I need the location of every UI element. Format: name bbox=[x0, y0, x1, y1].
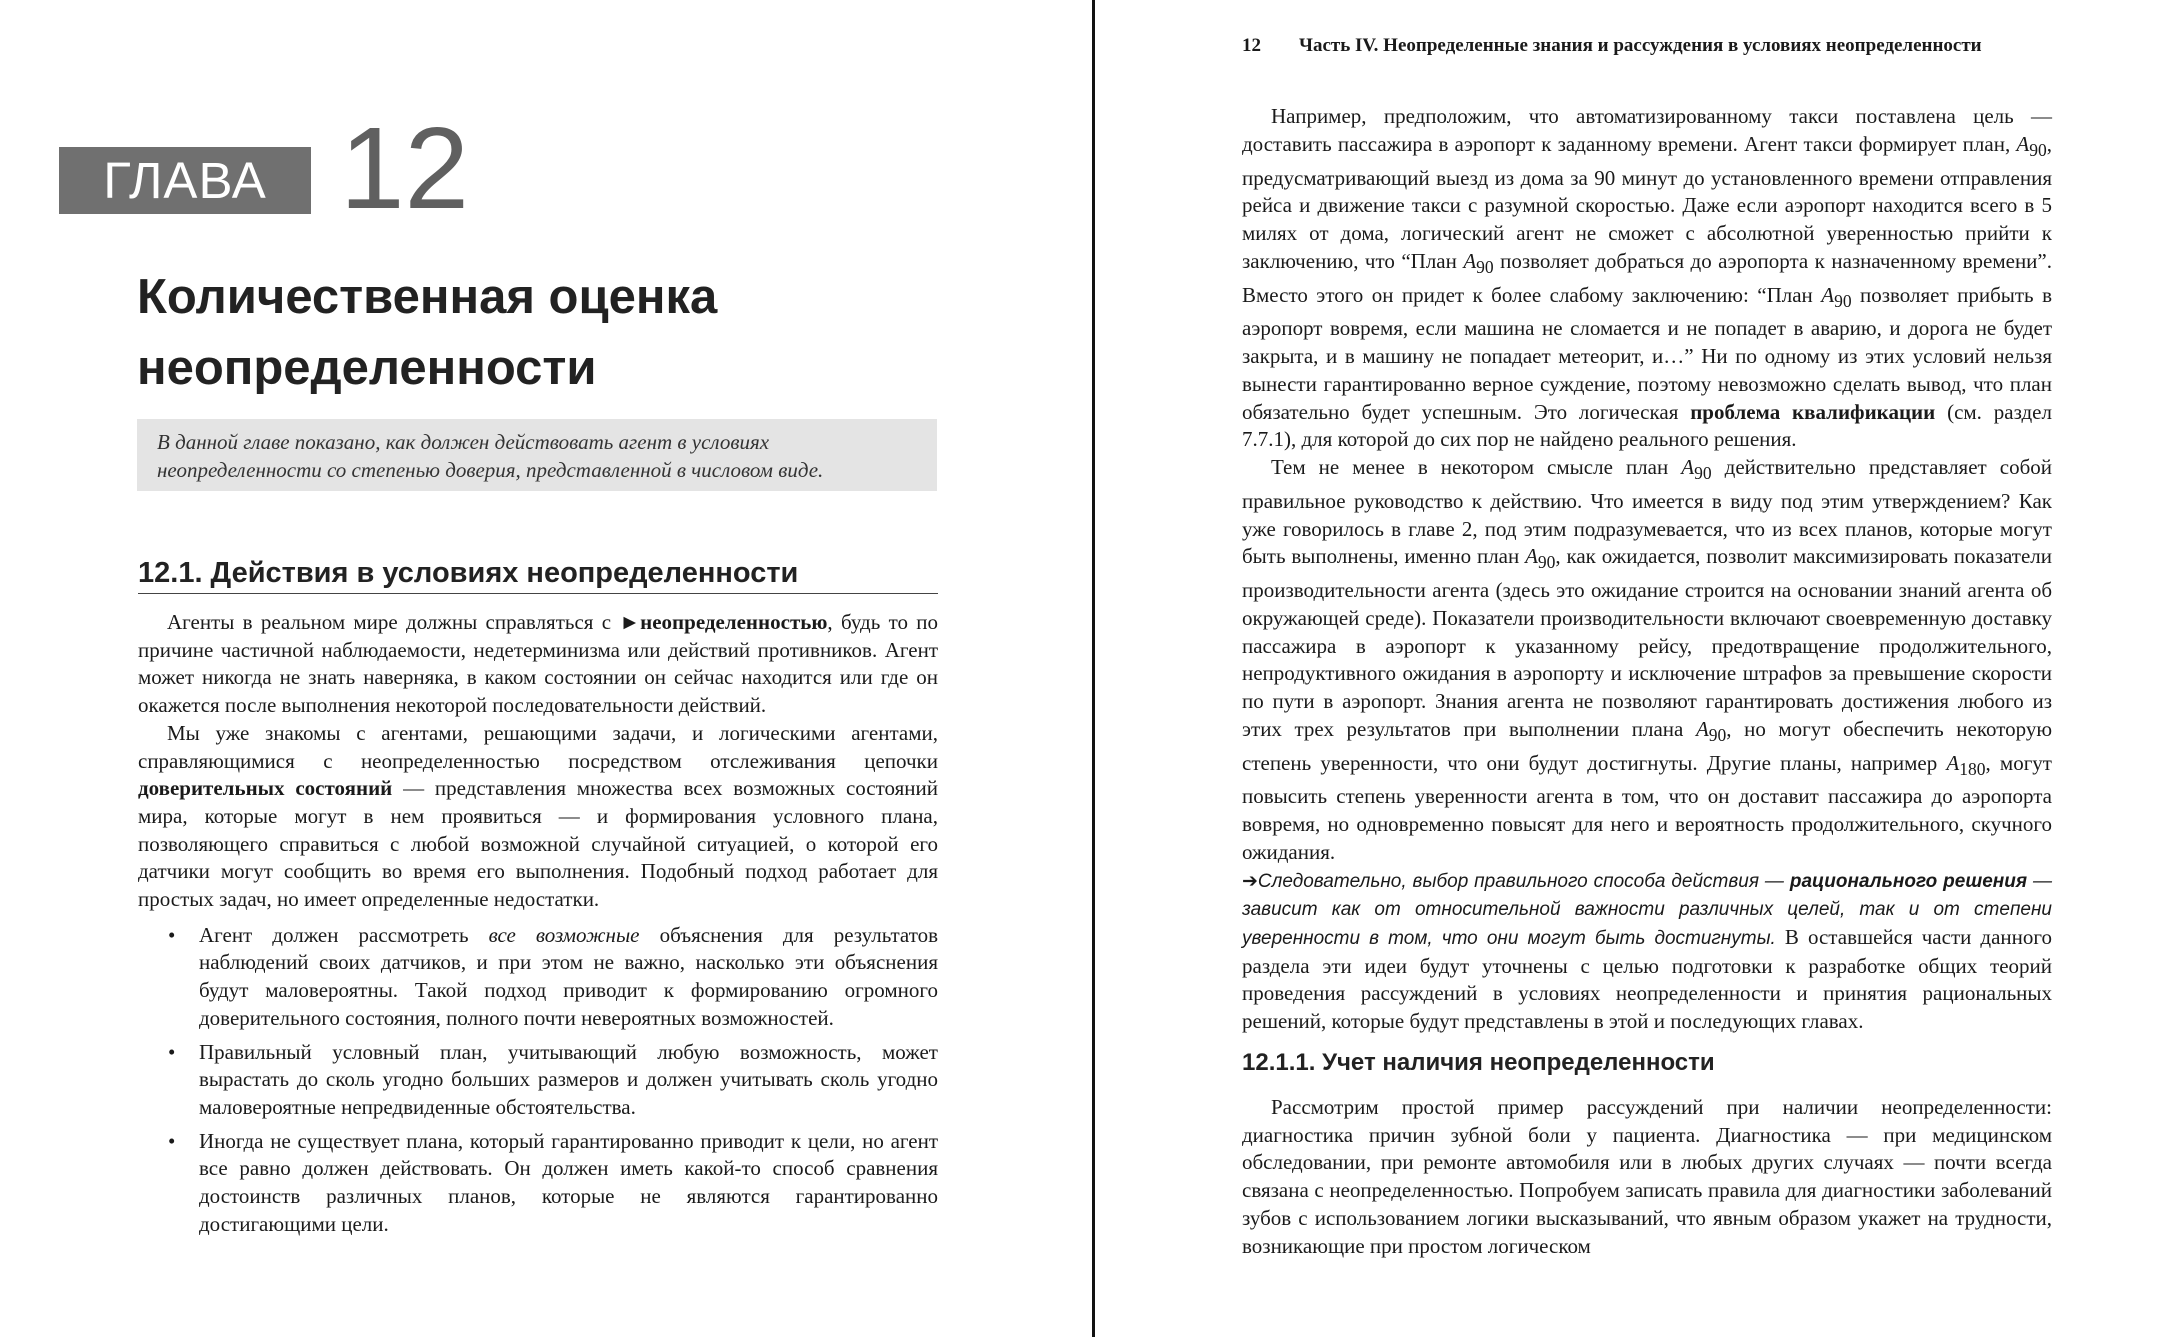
chapter-number: 12 bbox=[340, 103, 470, 233]
paragraph-plan-a90: Тем не менее в некотором смысле план $A_{90}$ действительно представляет собой правильное руководство к действию. Что имеется в виду под этим утверждением? Как уже говорилось в главе 2, под этим подразумевается, что из всех планов, которые могут быть выполнены, именно план $A_{90}$, как ожидается, позволит максимизировать показатели производительности агента (здесь это ожидание строится на основании знаний агента об окружающей среде). Показатели производительности включают своевременную доставку пассажира в аэропорт к указанному рейсу, предотвращение продолжительного, непродуктивного ожидания в аэропорту и исключение штрафов за превышение скорости по пути в аэропорт. Знания агента не позволяют гарантировать достижения любого из этих трех результатов при выполнении плана $A_{90}$, но могут обеспечить некоторую степень уверенности, что они будут достигнуты. Другие планы, например $A_{180}$, могут повысить степень уверенности агента в том, что он доставит пассажира до аэропорта вовремя, но одновременно повысят для него и вероятность продолжительного, скучного ожидания. ➔Следовательно, выбор правильного способа действия — рационального решения — зависит как от относительной важности различных целей, так и от степени уверенности в том, что они могут быть достигнуты. В оставшейся части данного раздела эти идеи будут уточнены с целью подготовки к разработке общих теорий проведения рассуждений в условиях неопределенности и принятия рациональных решений, которые будут представлены в этой и последующих главах. bbox=[1242, 455, 2053, 1034]
right-page bbox=[1097, 0, 2159, 1337]
chapter-summary: В данной главе показано, как должен действовать агент в условиях неопределенности со степенью доверия, представленной в числовом виде. bbox=[137, 419, 937, 491]
paragraph-1: Агенты в реальном мире должны справляться с ►неопределенностью, будь то по причине частичной наблюдаемости, недетерминизма или действий противников. Агент может никогда не знать наверняка, в каком состоянии он сейчас находится или где он окажется после выполнения некоторой последовательности действий. bbox=[138, 610, 938, 718]
arrow-right-icon: ➔ bbox=[1242, 869, 1258, 892]
chapter-label: ГЛАВА bbox=[59, 147, 311, 214]
term-uncertainty: неопределенностью bbox=[640, 610, 828, 634]
list-item: • Агент должен рассмотреть все возможные объяснения для результатов наблюдений своих датчиков, и при этом не важно, насколько эти объяснения будут маловероятны. Такой подход приводит к формированию огромного доверительного состояния, полного почти невероятных возможностей. bbox=[138, 922, 938, 1033]
term-belief-states: доверительных состояний bbox=[138, 776, 393, 801]
right-page-body bbox=[1242, 103, 2052, 1036]
subsection-heading: 12.1.1. Учет наличия неопределенности bbox=[1242, 1049, 1715, 1076]
bullet-list bbox=[138, 922, 938, 1239]
section-heading: 12.1. Действия в условиях неопределенности bbox=[138, 553, 938, 594]
right-page-body-continued bbox=[1242, 1094, 2052, 1260]
left-page-body bbox=[138, 609, 938, 1238]
paragraph-diagnosis: Рассмотрим простой пример рассуждений при наличии неопределенности: диагностика причин зубной боли у пациента. Диагностика — при медицинском обследовании, при ремонте автомобиля или в любых других случаях — почти всегда связана с неопределенностью. Попробуем записать правила для диагностики заболеваний зубов с использованием логики высказываний, что явным образом укажет на трудности, возникающие при простом логическом bbox=[1242, 1095, 2052, 1258]
page-number: 12 bbox=[1242, 35, 1261, 56]
margin-marker-icon: ► bbox=[619, 610, 641, 634]
page-divider bbox=[1092, 0, 1095, 1337]
key-conclusion: ➔Следовательно, выбор правильного способа действия — рационального решения — зависит как от относительной важности различных целей, так и от степени уверенности в том, что они могут быть достигнуты. bbox=[1242, 869, 2053, 949]
paragraph-2: Мы уже знакомы с агентами, решающими задачи, и логическими агентами, справляющимися с неопределенностью посредством отслеживания цепочки доверительных состояний — представления множества всех возможных состояний мира, которые могут в нем проявиться — и формирования условного плана, позволяющего справиться с любой возможной случайной ситуацией, о которой его датчики могут сообщить во время его выполнения. Подобный подход работает для простых задач, но имеет определенные недостатки. bbox=[138, 720, 938, 912]
chapter-title-line-2: неопределенности bbox=[137, 341, 597, 395]
term-qualification-problem: проблема квалификации bbox=[1690, 399, 1936, 424]
paragraph-taxi-example: Например, предположим, что автоматизированному такси поставлена цель — доставить пассажира в аэропорт к заданному времени. Агент такси формирует план, $A_{90}$, предусматривающий выезд из дома за 90 минут до установленного времени отправления рейса и движение такси с разумной скоростью. Даже если аэропорт находится всего в 5 милях от дома, логический агент не сможет с абсолютной уверенностью прийти к заключению, что “План $A_{90}$ позволяет добраться до аэропорта к назначенному времени”. Вместо этого он придет к более слабому заключению: “План $A_{90}$ позволяет прибыть в аэропорт вовремя, если машина не сломается и не попадет в аварию, и дорога не будет закрыта, и в машину не попадает метеорит, и…” Ни по одному из этих условий нельзя вынести гарантированно верное суждение, поэтому невозможно сделать вывод, что план обязательно будет успешным. Это логическая проблема квалификации (см. раздел 7.7.1), для которой до сих пор не найдено реального решения. bbox=[1242, 104, 2052, 452]
list-item: • Правильный условный план, учитывающий любую возможность, может вырастать до сколь угодно больших размеров и должен учитывать сколь угодно маловероятные непредвиденные обстоятельства. bbox=[138, 1039, 938, 1122]
running-header bbox=[1242, 33, 2117, 59]
term-rational-decision: рационального решения bbox=[1789, 870, 2028, 892]
running-title: Часть IV. Неопределенные знания и рассуждения в условиях неопределенности bbox=[1299, 35, 1982, 56]
chapter-title bbox=[137, 262, 957, 404]
chapter-title-line-1: Количественная оценка bbox=[137, 270, 718, 324]
list-item: • Иногда не существует плана, который гарантированно приводит к цели, но агент все равно должен действовать. Он должен иметь какой-то способ сравнения достоинств различных планов, которые не являются гарантированно достигающими цели. bbox=[138, 1128, 938, 1239]
